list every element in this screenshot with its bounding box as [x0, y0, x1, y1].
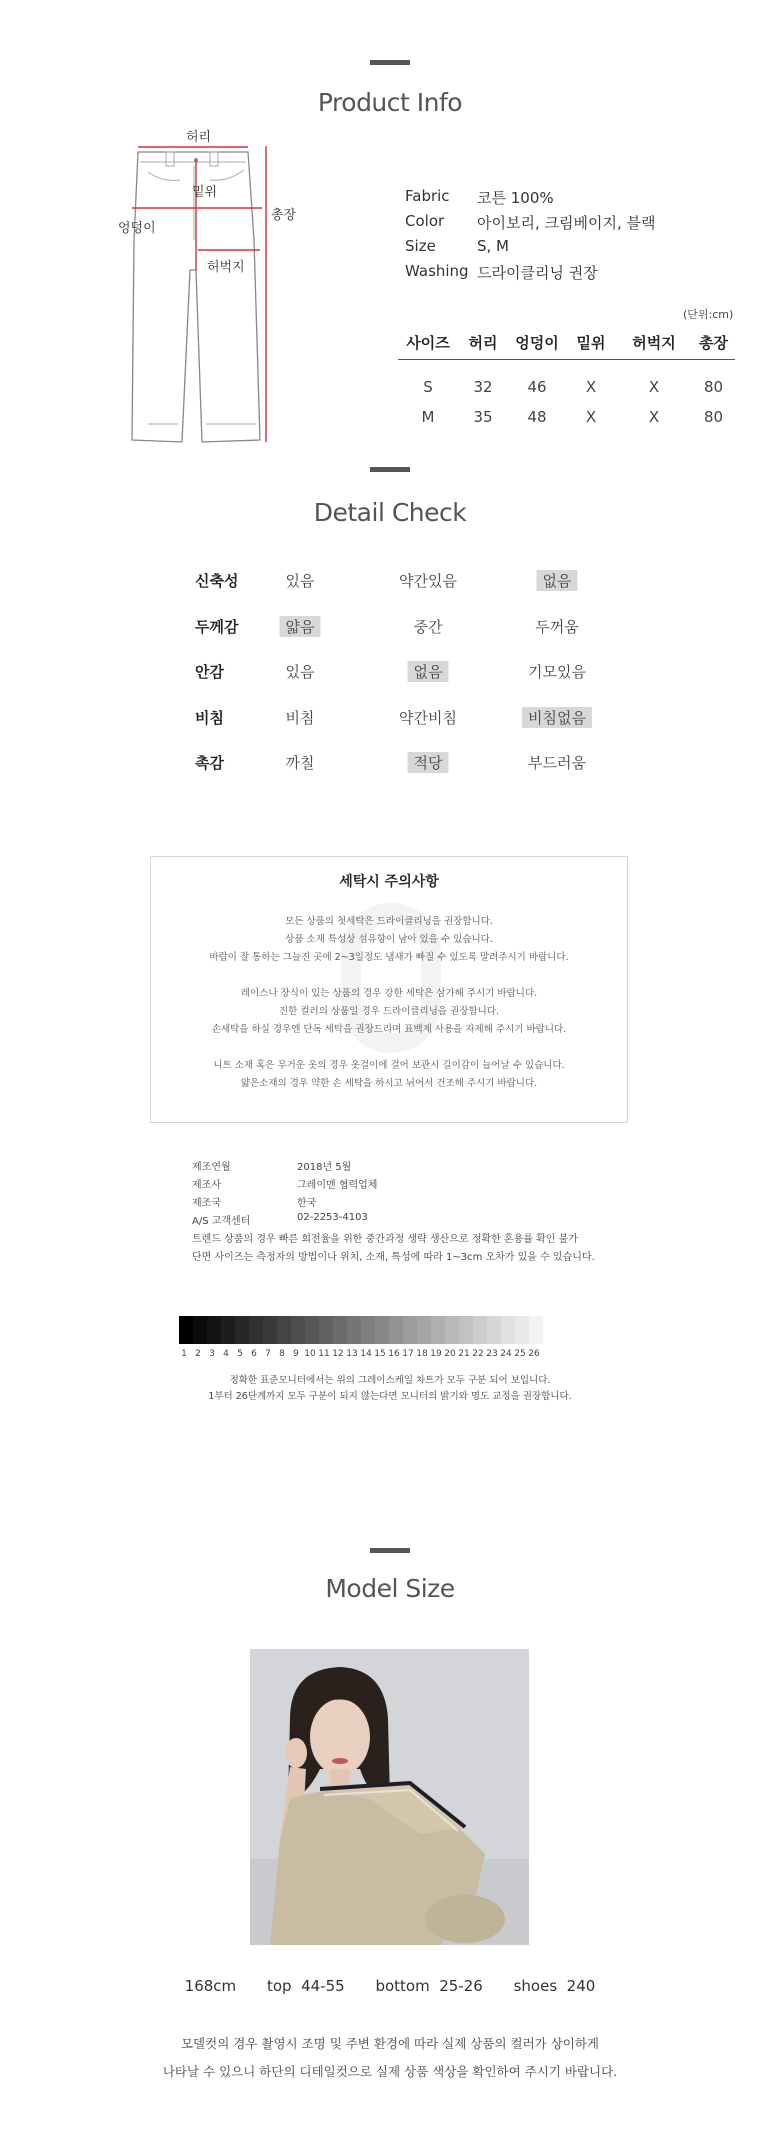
- grayscale-swatch: [277, 1316, 291, 1344]
- care-line: 얇은소재의 경우 약한 손 세탁을 하시고 뉘어서 건조해 주시기 바랍니다.: [240, 1078, 538, 1089]
- table-cell: M: [421, 408, 435, 426]
- grayscale-swatch: [473, 1316, 487, 1344]
- diagram-label-hip: 엉덩이: [118, 221, 156, 236]
- table-cell: 48: [527, 408, 547, 426]
- section-divider: [370, 60, 410, 65]
- model-top-size: top 44-55: [266, 1977, 345, 1995]
- detail-option: 적당: [408, 752, 449, 773]
- manufacture-row: [192, 1176, 377, 1191]
- grayscale-number: 15: [374, 1349, 386, 1359]
- grayscale-number: 24: [500, 1349, 512, 1359]
- grayscale-number: 2: [195, 1349, 201, 1359]
- spec-value: 아이보리, 크림베이지, 블랙: [477, 214, 656, 232]
- manufacture-key: 제조사: [192, 1180, 221, 1191]
- manufacture-row: [192, 1158, 351, 1173]
- spec-row-fabric: [405, 187, 554, 208]
- grayscale-swatch: [487, 1316, 501, 1344]
- table-row: [398, 402, 735, 432]
- diagram-label-length: 총장: [271, 208, 297, 223]
- diagram-label-waist: 허리: [186, 130, 212, 145]
- grayscale-swatch: [347, 1316, 361, 1344]
- detail-option: 있음: [285, 572, 315, 590]
- grayscale-number: 20: [444, 1349, 456, 1359]
- grayscale-number: 8: [279, 1349, 285, 1359]
- grayscale-swatch: [431, 1316, 445, 1344]
- detail-label: 비침: [195, 709, 224, 727]
- grayscale-number: 1: [181, 1349, 187, 1359]
- grayscale-number: 26: [528, 1349, 540, 1359]
- manufacture-key: 제조연월: [192, 1162, 231, 1173]
- grayscale-swatch: [389, 1316, 403, 1344]
- model-stats: [0, 1977, 780, 1995]
- model-bottom-size: bottom 25-26: [375, 1977, 483, 1995]
- grayscale-number: 23: [486, 1349, 498, 1359]
- grayscale-number: 21: [458, 1349, 470, 1359]
- grayscale-swatch: [207, 1316, 221, 1344]
- care-line: 진한 컬러의 상품일 경우 드라이클리닝을 권장합니다.: [278, 1006, 499, 1017]
- care-instructions-box: [150, 856, 628, 1123]
- pants-size-diagram: [110, 120, 310, 460]
- grayscale-number: 4: [223, 1349, 229, 1359]
- grayscale-number: 22: [472, 1349, 484, 1359]
- grayscale-number: 9: [293, 1349, 299, 1359]
- care-line: 모든 상품의 첫세탁은 드라이클리닝을 권장합니다.: [285, 916, 493, 927]
- table-header-cell: 엉덩이: [515, 334, 559, 352]
- grayscale-swatch: [179, 1316, 193, 1344]
- spec-value: S, M: [477, 237, 509, 255]
- grayscale-swatch: [221, 1316, 235, 1344]
- grayscale-number: 13: [346, 1349, 358, 1359]
- grayscale-number: 14: [360, 1349, 372, 1359]
- grayscale-number: 5: [237, 1349, 243, 1359]
- table-row: [398, 372, 735, 402]
- spec-key: Fabric: [405, 187, 450, 205]
- table-cell: 46: [527, 378, 547, 396]
- unit-label: (단위:cm): [683, 308, 734, 321]
- spec-row-color: [405, 212, 655, 233]
- table-cell: 32: [473, 378, 493, 396]
- grayscale-number: 11: [318, 1349, 330, 1359]
- manufacture-value: 그레이맨 협력업체: [297, 1180, 378, 1191]
- size-table-header: [398, 326, 735, 360]
- detail-check-title: Detail Check: [313, 498, 467, 527]
- manufacture-note: 단면 사이즈는 측정자의 방법이나 위치, 소재, 특성에 따라 1~3cm 오차가 있을 수 있습니다.: [192, 1252, 595, 1263]
- care-line: 레이스나 장식이 있는 상품의 경우 강한 세탁은 삼가해 주시기 바랍니다.: [240, 988, 538, 999]
- spec-key: Size: [405, 237, 436, 255]
- model-photo: [250, 1649, 529, 1945]
- manufacture-row: [192, 1212, 368, 1227]
- table-header-cell: 밑위: [576, 334, 606, 352]
- care-line: 손세탁을 하실 경우엔 단독 세탁을 권장드리며 표백제 사용을 자제해 주시기 바랍니다.: [211, 1024, 567, 1035]
- spec-value: 코튼 100%: [477, 189, 554, 207]
- detail-option: 부드러움: [528, 754, 586, 772]
- table-cell: S: [423, 378, 433, 396]
- grayscale-swatch: [333, 1316, 347, 1344]
- diagram-label-rise: 밑위: [192, 185, 218, 200]
- table-header-cell: 총장: [699, 334, 728, 352]
- manufacture-row: [192, 1194, 316, 1209]
- detail-option: 두꺼움: [535, 618, 579, 636]
- grayscale-swatch: [249, 1316, 263, 1344]
- grayscale-number: 25: [514, 1349, 526, 1359]
- grayscale-swatch: [375, 1316, 389, 1344]
- care-line: 니트 소재 혹은 무거운 옷의 경우 옷걸이에 걸어 보관시 길이감이 늘어날 수 있습니다.: [213, 1060, 565, 1071]
- detail-option: 있음: [285, 663, 315, 681]
- detail-option: 까칠: [285, 754, 315, 772]
- care-line: 바람이 잘 통하는 그늘진 곳에 2~3일정도 냄새가 빠질 수 있도록 말려주시기 바랍니다.: [209, 952, 569, 963]
- diagram-label-thigh: 허벅지: [207, 260, 245, 275]
- care-title: 세탁시 주의사항: [339, 874, 439, 890]
- detail-option: 비침: [285, 709, 315, 727]
- spec-value: 드라이클리닝 권장: [477, 264, 598, 282]
- manufacture-key: 제조국: [192, 1198, 221, 1209]
- detail-option: 기모있음: [528, 663, 586, 681]
- manufacture-value: 한국: [297, 1198, 317, 1209]
- model-illustration: [250, 1649, 529, 1945]
- spec-key: Washing: [405, 262, 469, 280]
- detail-option: 약간있음: [399, 572, 457, 590]
- grayscale-number: 16: [388, 1349, 400, 1359]
- manufacture-key: A/S 고객센터: [192, 1216, 251, 1227]
- grayscale-swatch: [417, 1316, 431, 1344]
- detail-label: 두께감: [195, 618, 239, 636]
- grayscale-number: 18: [416, 1349, 428, 1359]
- grayscale-number: 12: [332, 1349, 344, 1359]
- table-cell: X: [648, 378, 660, 396]
- spec-row-size: [405, 237, 509, 255]
- table-cell: X: [648, 408, 660, 426]
- table-cell: X: [585, 408, 597, 426]
- table-cell: X: [585, 378, 597, 396]
- grayscale-number: 6: [251, 1349, 257, 1359]
- grayscale-swatch: [445, 1316, 459, 1344]
- detail-label: 신축성: [195, 572, 239, 590]
- spec-row-washing: [405, 262, 598, 283]
- grayscale-swatch: [459, 1316, 473, 1344]
- detail-option: 비침없음: [522, 707, 592, 728]
- section-divider: [370, 467, 410, 472]
- detail-option: 없음: [408, 661, 449, 682]
- grayscale-swatch: [235, 1316, 249, 1344]
- detail-label: 안감: [195, 663, 224, 681]
- section-divider: [370, 1548, 410, 1553]
- grayscale-swatch: [305, 1316, 319, 1344]
- grayscale-swatch: [515, 1316, 529, 1344]
- model-note: 모델컷의 경우 촬영시 조명 및 주변 환경에 따라 실제 상품의 컬러가 상이하게: [180, 2036, 600, 2051]
- detail-option: 얇음: [280, 616, 321, 637]
- grayscale-swatch: [291, 1316, 305, 1344]
- grayscale-swatch: [193, 1316, 207, 1344]
- manufacture-note: 트렌드 상품의 경우 빠른 회전율을 위한 중간과정 생략 생산으로 정확한 혼용률 확인 불가: [192, 1234, 578, 1245]
- model-height: 168cm: [184, 1977, 237, 1995]
- grayscale-swatch: [501, 1316, 515, 1344]
- size-table: [398, 326, 735, 432]
- table-cell: 80: [703, 408, 724, 426]
- detail-option: 중간: [413, 618, 443, 636]
- model-size-title: Model Size: [325, 1574, 455, 1603]
- manufacture-value: 02-2253-4103: [297, 1212, 368, 1223]
- table-header-cell: 허벅지: [632, 334, 676, 352]
- grayscale-note: 1부터 26단계까지 모두 구분이 되지 않는다면 모니터의 밝기와 명도 교정을 권장합니다.: [208, 1391, 572, 1402]
- grayscale-swatch: [403, 1316, 417, 1344]
- grayscale-number: 19: [430, 1349, 442, 1359]
- product-info-title: Product Info: [317, 88, 463, 117]
- grayscale-number: 10: [304, 1349, 316, 1359]
- detail-label: 촉감: [195, 754, 224, 772]
- model-shoe-size: shoes 240: [513, 1977, 596, 1995]
- model-note: 나타날 수 있으니 하단의 디테일컷으로 실제 상품 색상을 확인하여 주시기 바랍니다.: [162, 2064, 618, 2079]
- grayscale-number: 7: [265, 1349, 271, 1359]
- table-header-cell: 허리: [468, 334, 498, 352]
- grayscale-swatch: [263, 1316, 277, 1344]
- grayscale-swatch: [319, 1316, 333, 1344]
- manufacture-value: 2018년 5월: [297, 1162, 352, 1173]
- grayscale-swatch: [361, 1316, 375, 1344]
- grayscale-number: 17: [402, 1349, 414, 1359]
- table-cell: 35: [473, 408, 493, 426]
- grayscale-number: 3: [209, 1349, 215, 1359]
- table-cell: 80: [703, 378, 724, 396]
- spec-key: Color: [405, 212, 445, 230]
- detail-option: 약간비침: [399, 709, 457, 727]
- table-header-cell: 사이즈: [406, 334, 450, 352]
- grayscale-note: 정확한 표준모니터에서는 위의 그레이스케일 차트가 모두 구분 되어 보입니다.: [229, 1375, 551, 1386]
- grayscale-chart: [179, 1316, 543, 1344]
- detail-option: 없음: [537, 570, 578, 591]
- grayscale-swatch: [529, 1316, 543, 1344]
- care-line: 상품 소재 특성상 섬유향이 남아 있을 수 있습니다.: [285, 934, 493, 945]
